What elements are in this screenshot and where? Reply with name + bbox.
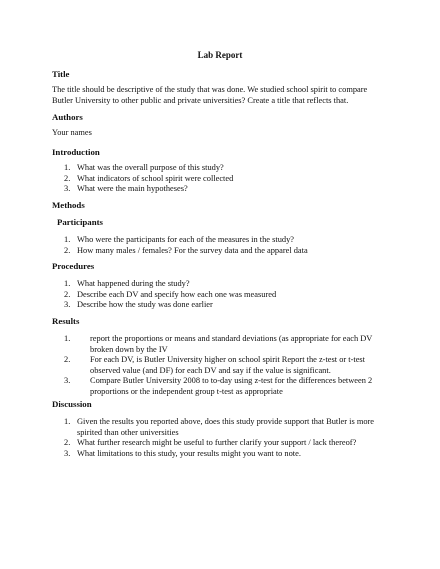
section-heading-discussion: Discussion <box>52 399 92 409</box>
list-item-text: For each DV, is Butler University higher on school spirit Report the z-test or t-test <box>90 355 366 365</box>
section-heading-title: Title <box>52 69 70 79</box>
list-item-number: 2. <box>64 245 71 255</box>
list-item-text: What happened during the study? <box>77 279 190 288</box>
title-instructions-line: The title should be descriptive of the study that was done. We studied school spirit to compare <box>52 85 368 94</box>
list-item-number: 1. <box>64 235 71 244</box>
document-title: Lab Report <box>197 50 243 60</box>
authors-text: Your names <box>52 128 92 137</box>
section-heading-procedures: Procedures <box>52 261 95 271</box>
list-item-number: 2. <box>64 355 71 365</box>
list-item <box>64 449 399 460</box>
list-item <box>64 290 384 301</box>
list-item <box>64 174 384 185</box>
list-item-text: Describe how the study was done earlier <box>77 300 213 310</box>
list-item-text: Describe each DV and specify how each one was measured <box>77 289 277 299</box>
list-item <box>64 235 384 246</box>
list-item-number: 2. <box>64 289 71 299</box>
list-item-text: What limitations to this study, your results might you want to note. <box>77 448 301 458</box>
section-heading-authors: Authors <box>52 112 83 122</box>
section-heading-methods: Methods <box>52 200 85 210</box>
section-heading-results: Results <box>52 316 80 326</box>
list-item-text: spirited than other universities <box>77 427 179 437</box>
list-item <box>64 334 394 355</box>
list-item-number: 1. <box>64 279 71 288</box>
list-item-text: What were the main hypotheses? <box>77 184 188 194</box>
title-instructions <box>52 85 382 106</box>
introduction-list <box>64 163 384 195</box>
list-item <box>64 355 394 376</box>
list-item <box>64 163 384 174</box>
list-item-text: Compare Butler University 2008 to to-day using z-test for the differences between 2 <box>90 376 373 386</box>
section-heading-introduction: Introduction <box>52 147 100 157</box>
list-item <box>64 376 394 397</box>
list-item <box>64 438 399 449</box>
list-item-number: 1. <box>64 163 71 172</box>
list-item-number: 2. <box>64 438 71 448</box>
list-item-text: report the proportions or means and standard deviations (as appropriate for each DV <box>90 334 373 343</box>
procedures-list <box>64 279 384 311</box>
list-item-text: broken down by the IV <box>90 344 168 354</box>
discussion-list <box>64 417 399 459</box>
list-item <box>64 184 384 195</box>
list-item <box>64 300 384 311</box>
list-item <box>64 246 384 257</box>
list-item-number: 1. <box>64 334 71 343</box>
list-item-text: proportions or the independent group t-test as appropriate <box>90 386 283 396</box>
list-item-text: Who were the participants for each of the measures in the study? <box>77 235 294 244</box>
list-item-number: 2. <box>64 173 71 183</box>
list-item <box>64 279 384 290</box>
list-item-text: observed value (and DF) for each DV and say if the value is significant. <box>90 365 331 375</box>
results-list <box>64 334 394 398</box>
list-item-number: 3. <box>64 184 71 194</box>
list-item-text: What indicators of school spirit were collected <box>77 173 234 183</box>
list-item-text: Given the results you reported above, does this study provide support that Butler is more <box>77 417 375 426</box>
list-item-number: 3. <box>64 300 71 310</box>
list-item <box>64 417 399 438</box>
participants-list <box>64 235 384 256</box>
list-item-number: 3. <box>64 448 71 458</box>
list-item-text: What was the overall purpose of this study? <box>77 163 224 172</box>
list-item-text: What further research might be useful to further clarify your support / lack thereof? <box>77 438 357 448</box>
section-heading-participants: Participants <box>57 217 103 227</box>
list-item-number: 3. <box>64 376 71 386</box>
list-item-text: How many males / females? For the survey data and the apparel data <box>77 245 308 255</box>
list-item-number: 1. <box>64 417 71 426</box>
title-instructions-line: Butler University to other public and private universities? Create a title that reflects that. <box>52 95 349 105</box>
